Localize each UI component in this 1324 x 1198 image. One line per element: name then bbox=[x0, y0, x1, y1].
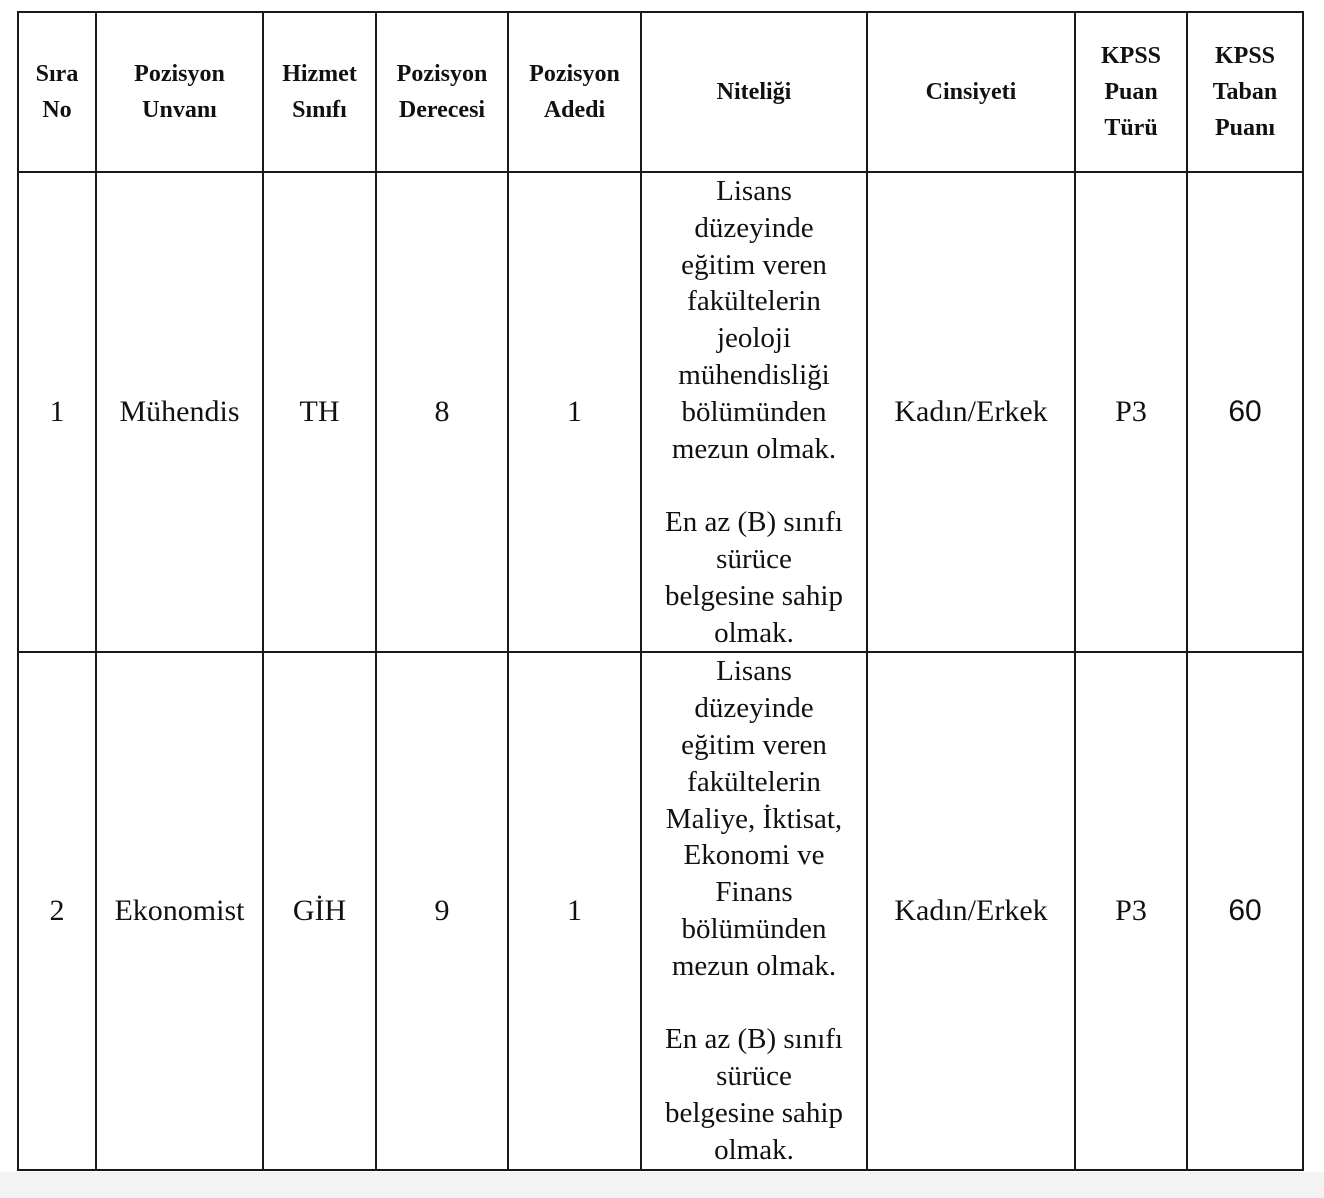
cell-pozisyon-derecesi: 9 bbox=[376, 652, 508, 1169]
cell-pozisyon-derecesi: 8 bbox=[376, 172, 508, 652]
cell-pozisyon-unvani: Ekonomist bbox=[96, 652, 263, 1169]
cell-hizmet-sinifi: GİH bbox=[263, 652, 376, 1169]
nitelik-license-paragraph: En az (B) sınıfı sürüce belgesine sahip olmak. bbox=[665, 506, 843, 649]
cell-pozisyon-adedi: 1 bbox=[508, 172, 641, 652]
cell-kpss-taban-puani: 60 bbox=[1187, 172, 1303, 652]
cell-cinsiyeti: Kadın/Erkek bbox=[867, 172, 1075, 652]
positions-table bbox=[17, 11, 1304, 1171]
nitelik-license-paragraph: En az (B) sınıfı sürüce belgesine sahip olmak. bbox=[665, 1023, 843, 1166]
cell-sira-no: 1 bbox=[18, 172, 96, 652]
header-pozisyon-adedi: Pozisyon Adedi bbox=[508, 12, 641, 172]
cell-pozisyon-unvani: Mühendis bbox=[96, 172, 263, 652]
cell-sira-no: 2 bbox=[18, 652, 96, 1169]
cell-niteligi bbox=[641, 652, 867, 1169]
table-row bbox=[18, 172, 1303, 652]
header-pozisyon-unvani: Pozisyon Unvanı bbox=[96, 12, 263, 172]
table-row bbox=[18, 652, 1303, 1169]
cell-kpss-puan-turu: P3 bbox=[1075, 172, 1187, 652]
cell-niteligi bbox=[641, 172, 867, 652]
cell-cinsiyeti: Kadın/Erkek bbox=[867, 652, 1075, 1169]
header-niteligi: Niteliği bbox=[641, 12, 867, 172]
nitelik-education-paragraph: Lisans düzeyinde eğitim veren fakültelerin Maliye, İktisat, Ekonomi ve Finans bölümünden mezun olmak. bbox=[665, 655, 843, 982]
nitelik-education-paragraph: Lisans düzeyinde eğitim veren fakültelerin jeoloji mühendisliği bölümünden mezun olmak. bbox=[671, 175, 837, 465]
cell-pozisyon-adedi: 1 bbox=[508, 652, 641, 1169]
header-kpss-puan-turu: KPSS Puan Türü bbox=[1075, 12, 1187, 172]
cell-kpss-taban-puani: 60 bbox=[1187, 652, 1303, 1169]
cell-kpss-puan-turu: P3 bbox=[1075, 652, 1187, 1169]
header-cinsiyeti: Cinsiyeti bbox=[867, 12, 1075, 172]
cell-hizmet-sinifi: TH bbox=[263, 172, 376, 652]
header-sira-no: Sıra No bbox=[18, 12, 96, 172]
header-kpss-taban-puani: KPSS Taban Puanı bbox=[1187, 12, 1303, 172]
header-pozisyon-derecesi: Pozisyon Derecesi bbox=[376, 12, 508, 172]
header-row bbox=[18, 12, 1303, 172]
header-hizmet-sinifi: Hizmet Sınıfı bbox=[263, 12, 376, 172]
